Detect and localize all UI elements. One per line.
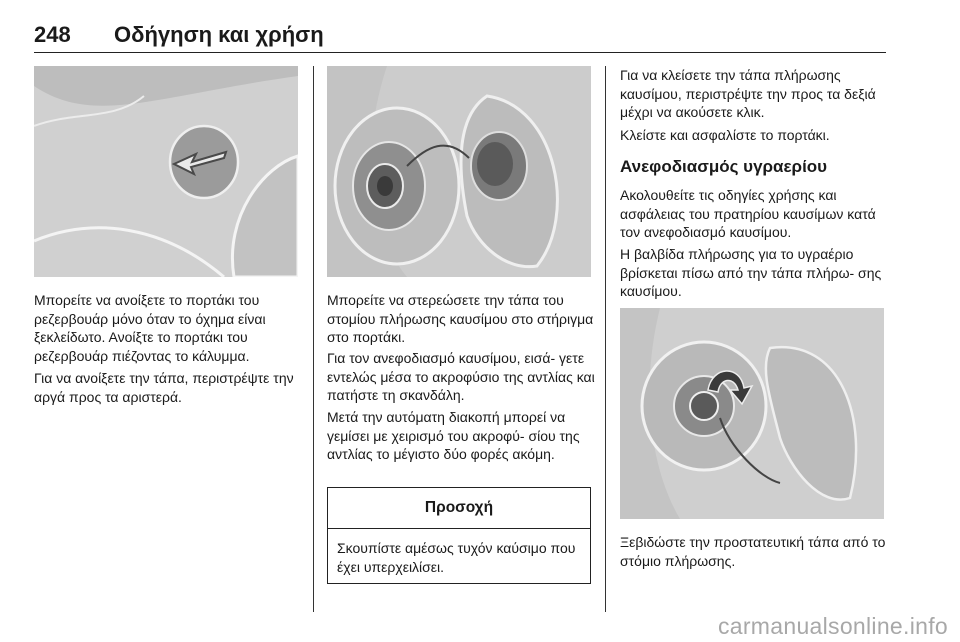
- page-title: Οδήγηση και χρήση: [114, 22, 324, 47]
- col3-paragraph-3: Ακολουθείτε τις οδηγίες χρήσης και ασφάλειας του πρατηρίου καυσίμων κατά τον ανεφοδιασμό καυσίμου.: [620, 187, 876, 241]
- col2-paragraph-1: Μπορείτε να στερεώσετε την τάπα του στομίου πλήρωσης καυσίμου στο στήριγμα στο πορτάκι.: [327, 292, 594, 346]
- caution-text: Σκουπίστε αμέσως τυχόν καύσιμο που έχει υπερχειλίσει.: [337, 540, 576, 575]
- caution-title: Προσοχή: [328, 488, 590, 529]
- caution-box: [327, 487, 591, 584]
- page-number: 248: [34, 22, 71, 47]
- col3-paragraph-2: Κλείστε και ασφαλίστε το πορτάκι.: [620, 127, 830, 143]
- col3-paragraph-5: Ξεβιδώστε την προστατευτική τάπα από το στόμιο πλήρωσης.: [620, 534, 886, 569]
- watermark: carmanualsonline.info: [717, 613, 948, 639]
- section-heading-lpg: Ανεφοδιασμός υγραερίου: [620, 157, 828, 176]
- column-divider-2: [605, 66, 606, 612]
- col2-paragraph-3: Μετά την αυτόματη διακοπή μπορεί να γεμίσει με χειρισμό του ακροφύ‐ σίου της αντλίας το μέγιστο δύο φορές ακόμη.: [327, 409, 580, 463]
- lpg-valve-cap-illustration: [620, 308, 884, 519]
- col3-paragraph-4: Η βαλβίδα πλήρωσης για το υγραέριο βρίσκεται πίσω από την τάπα πλήρω‐ σης καυσίμου.: [620, 246, 882, 300]
- col3-paragraph-1: Για να κλείσετε την τάπα πλήρωσης καυσίμου, περιστρέψτε την προς τα δεξιά μέχρι να ακούσετε κλικ.: [620, 67, 876, 121]
- page-header: [34, 22, 886, 53]
- col1-paragraph-1: Μπορείτε να ανοίξετε το πορτάκι του ρεζερβουάρ μόνο όταν το όχημα είναι ξεκλείδωτο. Ανοίξτε το πορτάκι του ρεζερβουάρ πιέζοντας το κάλυμμα.: [34, 292, 266, 364]
- col1-paragraph-2: Για να ανοίξετε την τάπα, περιστρέψτε την αργά προς τα αριστερά.: [34, 370, 294, 405]
- fuel-cap-holder-illustration: [327, 66, 591, 277]
- fuel-door-illustration: [34, 66, 298, 277]
- col2-paragraph-2: Για τον ανεφοδιασμό καυσίμου, εισά‐ γετε εντελώς μέσα το ακροφύσιο της αντλίας και πατήστε τη σκανδάλη.: [327, 350, 595, 404]
- column-divider-1: [313, 66, 314, 612]
